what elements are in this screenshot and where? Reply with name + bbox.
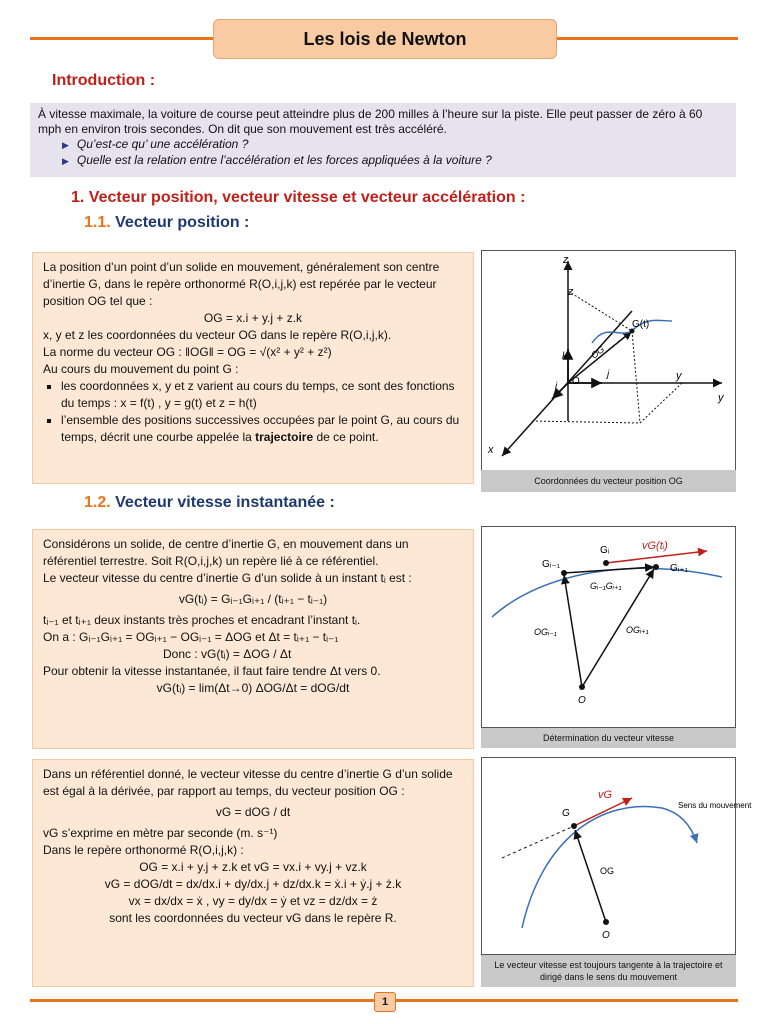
derivative-p7: sont les coordonnées du vecteur vG dans le repère R. [109,911,397,925]
page-title: Les lois de Newton [213,19,557,59]
og-label: OG [589,344,607,361]
og-label: OG [600,866,615,876]
ogim1-vector [564,575,582,687]
derivative-p5: vG = dOG/dt = dx/dx.i + dy/dx.j + dz/dx.k = ẋ.i + ẏ.j + ż.k [104,877,402,891]
tangent-line [502,826,574,858]
tangent-figure-caption: Le vecteur vitesse est toujours tangente à la trajectoire et dirigé dans le sens du mouvement [481,955,736,987]
g-label: G [562,808,570,819]
velocity-p2: Le vecteur vitesse du centre d’inertie G d’un solide à un instant tᵢ est : [43,571,412,585]
derivative-text-box [32,759,474,987]
page-number: 1 [374,992,396,1012]
derivative-p4: OG = x.i + y.j + z.k et vG = vx.i + vy.j + vz.k [139,860,367,874]
introduction-box [30,103,736,177]
g-label: G(t) [632,319,650,330]
derivative-p1: Dans un référentiel donné, le vecteur vitesse du centre d’inertie G d’un solide est égal à la dérivée, par rapport au temps, du vecteur position OG : [43,767,453,798]
tangent-figure [481,757,752,955]
ogip1-label: OGᵢ₊₁ [626,625,649,635]
origin-label: O [578,695,586,706]
ogim1-label: OGᵢ₋₁ [534,627,557,637]
introduction-text: À vitesse maximale, la voiture de course peut atteindre plus de 200 milles à l’heure sur la piste. Elle peut passer de zéro à 60 mph en environ trois secondes. On dit que son mouvement est très accéléré. [38,107,703,136]
section-1-heading: 1. Vecteur position, vecteur vitesse et vecteur accélération : [71,189,526,206]
velocity-p5: Donc : vG(tᵢ) = ΔOG / Δt [163,647,292,661]
position-text-box [32,252,474,484]
y-label: y [676,370,682,382]
k-label: k [562,351,567,362]
gi-label: Gᵢ [600,545,610,556]
velocity-vector [606,551,707,563]
i-label: i [555,381,558,392]
gip1-label: Gᵢ₊₁ [670,563,689,574]
triangle-icon: ▶ [62,156,69,166]
derivative-eq1: vG = dOG / dt [215,805,291,819]
position-eq1: OG = x.i + y.j + z.k [203,311,303,325]
gg-vector [564,567,654,573]
z-label: z [568,286,574,298]
j-label: j [607,369,610,380]
section-1-1-heading: 1.1. Vecteur position : [84,214,250,231]
derivative-p6: vx = dx/dx = ẋ , vy = dy/dx = ẏ et vz = dz/dx = ż [128,894,378,908]
gg-label: Gᵢ₋₁Gᵢ₊₁ [590,581,622,591]
velocity-diagram [482,527,735,727]
position-p1: La position d’un point d’un solide en mouvement, généralement son centre d’inertie G, dans le repère orthonormé R(O,i,j,k) est repérée par le vecteur position OG tel que : [43,260,440,308]
top-rule-left [30,37,213,40]
velocity-text-box [32,529,474,749]
velocity-label: vG(tᵢ) [642,540,668,552]
triangle-icon: ▶ [62,140,69,150]
bottom-rule-left [30,999,374,1002]
velocity-eq2: vG(tᵢ) = lim(Δt→0) ΔOG/Δt = dOG/dt [156,681,350,695]
velocity-p1: Considérons un solide, de centre d’inertie G, en mouvement dans un référentiel terrestre. Soit R(O,i,j,k) un repère lié à ce référentiel. [43,537,409,568]
velocity-figure-caption: Détermination du vecteur vitesse [481,728,736,748]
position-figure-caption: Coordonnées du vecteur position OG [481,470,736,492]
z-axis-label: z [563,254,569,266]
origin-label: O [602,930,610,941]
velocity-vector [574,798,632,826]
x-axis-label: x [488,444,494,456]
section-1-2-heading: 1.2. Vecteur vitesse instantanée : [84,494,335,511]
velocity-p3: tᵢ₋₁ et tᵢ₊₁ deux instants très proches et encadrant l’instant tᵢ. [43,613,361,627]
question-2: ▶ Quelle est la relation entre l’accélération et les forces appliquées à la voiture ? [62,153,492,167]
top-rule-right [555,37,738,40]
trajectory-curve [492,568,722,617]
y-axis-label: y [718,392,724,404]
derivative-p3: Dans le repère orthonormé R(O,i,j,k) : [43,843,244,857]
position-p2: x, y et z les coordonnées du vecteur OG dans le repère R(O,i,j,k). [43,328,392,342]
position-p3: La norme du vecteur OG : ‖OG‖ = OG = √(x² + y² + z²) [43,345,332,359]
origin-label: O [572,376,580,387]
position-figure [481,250,736,472]
position-bullet-2: ▪ l’ensemble des positions successives occupées par le point G, au cours du temps, décrit une courbe appelée la trajectoire de ce point. [61,412,463,446]
bottom-rule-right [394,999,738,1002]
position-bullet-1: ▪ les coordonnées x, y et z varient au cours du temps, ce sont des fonctions du temps : x = f(t) , y = g(t) et z = h(t) [61,378,463,412]
velocity-p4: On a : Gᵢ₋₁Gᵢ₊₁ = OGᵢ₊₁ − OGᵢ₋₁ = ΔOG et Δt = tᵢ₊₁ − tᵢ₋₁ [43,630,339,644]
velocity-figure [481,526,736,728]
sens-label: Sens du mouvement [678,801,752,810]
question-1: ▶ Qu’est-ce qu’ une accélération ? [62,137,249,151]
og-vector [575,830,606,922]
gim1-label: Gᵢ₋₁ [542,559,561,570]
introduction-heading: Introduction : [52,72,156,89]
derivative-p2: vG s’exprime en mètre par seconde (m. s⁻¹) [43,826,278,840]
position-p4: Au cours du mouvement du point G : [43,362,239,376]
position-diagram [482,251,735,471]
tangent-diagram [482,758,752,954]
vg-label: vG [598,789,613,801]
velocity-p6: Pour obtenir la vitesse instantanée, il faut faire tendre Δt vers 0. [43,664,381,678]
velocity-eq1: vG(tᵢ) = Gᵢ₋₁Gᵢ₊₁ / (tᵢ₊₁ − tᵢ₋₁) [178,592,328,606]
